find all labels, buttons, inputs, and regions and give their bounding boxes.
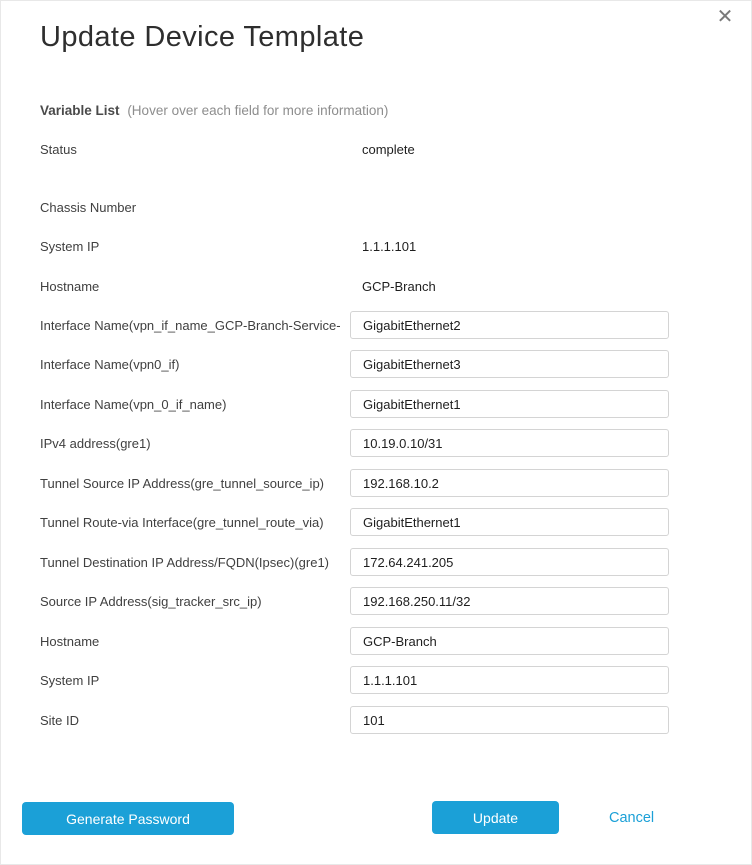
generate-password-button[interactable]: Generate Password bbox=[22, 802, 234, 835]
field-label: Chassis Number bbox=[40, 199, 137, 215]
field-label: Tunnel Destination IP Address/FQDN(Ipsec)(gre1) bbox=[40, 554, 330, 570]
table-row bbox=[40, 666, 669, 694]
variable-list-header bbox=[40, 103, 388, 118]
interface-name-vpn-0-if-name-input[interactable] bbox=[350, 390, 669, 418]
field-label: Tunnel Route-via Interface(gre_tunnel_route_via) bbox=[40, 514, 324, 530]
interface-name-vpn0-if-input[interactable] bbox=[350, 350, 669, 378]
chassis-number-row bbox=[40, 199, 669, 215]
close-icon: ✕ bbox=[716, 6, 734, 28]
field-label: System IP bbox=[40, 238, 100, 254]
ipv4-address-gre1-input[interactable] bbox=[350, 429, 669, 457]
status-row bbox=[40, 141, 669, 157]
field-label: Interface Name(vpn_0_if_name) bbox=[40, 396, 227, 412]
field-label: Status bbox=[40, 141, 77, 157]
field-label: Site ID bbox=[40, 712, 80, 728]
sig-tracker-source-ip-input[interactable] bbox=[350, 587, 669, 615]
table-row bbox=[40, 350, 669, 378]
table-row bbox=[40, 508, 669, 536]
interface-name-service-vpn-input[interactable] bbox=[350, 311, 669, 339]
table-row bbox=[40, 587, 669, 615]
field-label: System IP bbox=[40, 672, 100, 688]
field-label: Hostname bbox=[40, 278, 100, 294]
table-row bbox=[40, 311, 669, 339]
table-row bbox=[40, 548, 669, 576]
tunnel-destination-ip-input[interactable] bbox=[350, 548, 669, 576]
hostname-input[interactable] bbox=[350, 627, 669, 655]
field-label: Source IP Address(sig_tracker_src_ip) bbox=[40, 593, 262, 609]
field-label: Tunnel Source IP Address(gre_tunnel_source_ip) bbox=[40, 475, 325, 491]
table-row bbox=[40, 706, 669, 734]
system-ip-input[interactable] bbox=[350, 666, 669, 694]
table-row bbox=[40, 390, 669, 418]
field-label: Interface Name(vpn_if_name_GCP-Branch-Service- bbox=[40, 317, 341, 333]
field-label: Hostname bbox=[40, 633, 100, 649]
cancel-button[interactable]: Cancel bbox=[609, 807, 654, 829]
field-label: IPv4 address(gre1) bbox=[40, 435, 151, 451]
variable-list-hint: (Hover over each field for more information) bbox=[127, 103, 389, 118]
system-ip-row bbox=[40, 238, 669, 254]
hostname-row bbox=[40, 278, 669, 294]
dialog-title: Update Device Template bbox=[40, 21, 365, 53]
tunnel-source-ip-input[interactable] bbox=[350, 469, 669, 497]
table-row bbox=[40, 627, 669, 655]
table-row bbox=[40, 429, 669, 457]
site-id-input[interactable] bbox=[350, 706, 669, 734]
variable-list-title: Variable List bbox=[40, 103, 120, 118]
tunnel-route-via-interface-input[interactable] bbox=[350, 508, 669, 536]
close-button[interactable] bbox=[711, 3, 739, 31]
table-row bbox=[40, 469, 669, 497]
update-button[interactable]: Update bbox=[432, 801, 559, 834]
field-label: Interface Name(vpn0_if) bbox=[40, 356, 180, 372]
status-value: complete bbox=[362, 141, 415, 157]
system-ip-value: 1.1.1.101 bbox=[362, 238, 417, 254]
hostname-value: GCP-Branch bbox=[362, 278, 436, 294]
